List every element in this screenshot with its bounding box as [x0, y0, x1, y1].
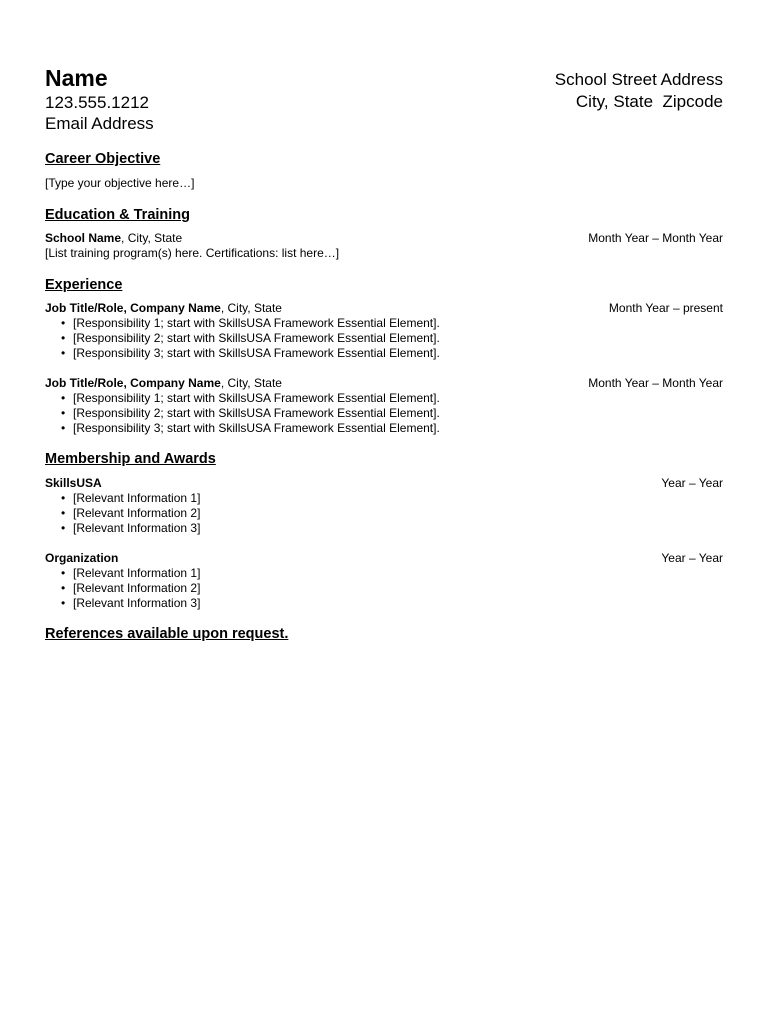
job-title: Job Title/Role, Company Name [45, 376, 221, 390]
city-state-zip: City, State Zipcode [575, 92, 723, 111]
bullet-icon: • [61, 581, 66, 595]
organization-name: Organization [45, 551, 119, 565]
membership-dates: Year – Year [661, 551, 723, 565]
list-item [45, 346, 440, 361]
job-responsibilities [45, 316, 440, 361]
responsibility-text: [Responsibility 1; start with SkillsUSA Framework Essential Element]. [73, 316, 440, 330]
contact-block [45, 64, 154, 134]
responsibility-text: [Responsibility 3; start with SkillsUSA Framework Essential Element]. [73, 346, 440, 360]
list-item [45, 566, 200, 581]
bullet-icon: • [61, 491, 66, 505]
membership-dates: Year – Year [661, 476, 723, 490]
responsibility-text: [Responsibility 2; start with SkillsUSA Framework Essential Element]. [73, 406, 440, 420]
bullet-icon: • [61, 521, 66, 535]
bullet-icon: • [61, 316, 66, 330]
list-item [45, 406, 440, 421]
bullet-icon: • [61, 421, 66, 435]
list-item [45, 596, 200, 611]
list-item [45, 391, 440, 406]
organization-name: SkillsUSA [45, 476, 102, 490]
bullet-icon: • [61, 406, 66, 420]
job-location: , City, State [220, 376, 282, 390]
job-location: , City, State [220, 301, 282, 315]
membership-info: [Relevant Information 3] [73, 596, 201, 610]
list-item [45, 581, 200, 596]
references-note: References available upon request. [45, 626, 289, 642]
bullet-icon: • [61, 566, 66, 580]
bullet-icon: • [61, 596, 66, 610]
bullet-icon: • [61, 506, 66, 520]
list-item [45, 421, 440, 436]
job-title: Job Title/Role, Company Name [45, 301, 221, 315]
job-title-line [45, 376, 282, 391]
school-line [45, 231, 182, 246]
street-address: School Street Address [554, 70, 723, 89]
list-item [45, 316, 440, 331]
job-dates: Month Year – Month Year [588, 376, 723, 390]
bullet-icon: • [61, 346, 66, 360]
job-dates: Month Year – present [608, 301, 723, 315]
job-title-line [45, 301, 282, 316]
career-objective-text: [Type your objective here…] [45, 176, 195, 190]
membership-details [45, 566, 200, 611]
phone-number: 123.555.1212 [45, 93, 149, 112]
membership-info: [Relevant Information 2] [73, 581, 201, 595]
career-objective-heading: Career Objective [45, 151, 161, 167]
address-block [555, 69, 723, 113]
applicant-name: Name [45, 65, 108, 91]
education-heading: Education & Training [45, 207, 191, 223]
resume-header [45, 64, 723, 134]
list-item [45, 506, 200, 521]
bullet-icon: • [61, 391, 66, 405]
experience-heading: Experience [45, 277, 123, 293]
education-details: [List training program(s) here. Certifications: list here…] [45, 246, 340, 260]
job-responsibilities [45, 391, 440, 436]
membership-info: [Relevant Information 2] [73, 506, 201, 520]
list-item [45, 521, 200, 536]
list-item [45, 491, 200, 506]
responsibility-text: [Responsibility 2; start with SkillsUSA Framework Essential Element]. [73, 331, 440, 345]
school-name: School Name [45, 231, 122, 245]
responsibility-text: [Responsibility 1; start with SkillsUSA Framework Essential Element]. [73, 391, 440, 405]
membership-details [45, 491, 200, 536]
membership-info: [Relevant Information 3] [73, 521, 201, 535]
bullet-icon: • [61, 331, 66, 345]
membership-heading: Membership and Awards [45, 451, 216, 467]
membership-info: [Relevant Information 1] [73, 491, 201, 505]
membership-info: [Relevant Information 1] [73, 566, 201, 580]
education-dates: Month Year – Month Year [588, 231, 723, 245]
responsibility-text: [Responsibility 3; start with SkillsUSA Framework Essential Element]. [73, 421, 440, 435]
school-location: , City, State [121, 231, 183, 245]
email-address: Email Address [45, 114, 154, 133]
list-item [45, 331, 440, 346]
